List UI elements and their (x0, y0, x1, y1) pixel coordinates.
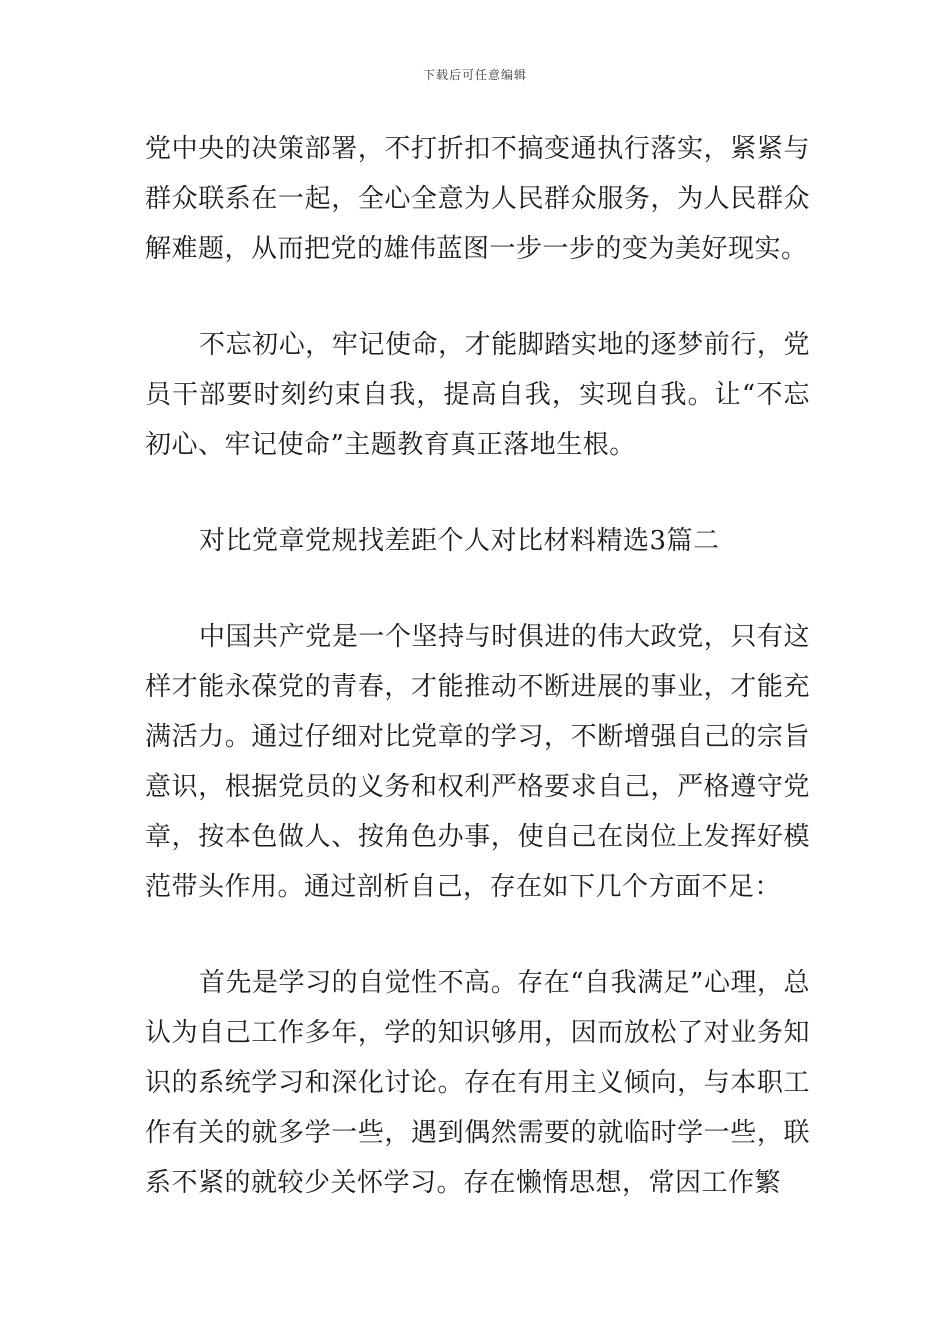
section-heading: 对比党章党规找差距个人对比材料精选3篇二 (199, 526, 720, 556)
paragraph-continuation: 党中央的决策部署，不打折扣不搞变通执行落实，紧紧与群众联系在一起，全心全意为人民群众服务，为人民群众解难题，从而把党的雄伟蓝图一步一步的变为美好现实。 (145, 134, 810, 264)
paragraph-mission: 不忘初心，牢记使命，才能脚踏实地的逐梦前行，党员干部要时刻约束自我，提高自我，实现自我。让“不忘初心、牢记使命”主题教育真正落地生根。 (145, 330, 810, 460)
header-note: 下载后可任意编辑 (422, 68, 527, 82)
document-body (145, 124, 810, 1208)
paragraph-party-intro: 中国共产党是一个坚持与时俱进的伟大政党，只有这样才能永葆党的青春，才能推动不断进展的事业，才能充满活力。通过仔细对比党章的学习，不断增强自己的宗旨意识，根据党员的义务和权利严格要求自己，严格遵守党章，按本色做人、按角色办事，使自己在岗位上发挥好模范带头作用。通过剖析自己，存在如下几个方面不足： (145, 622, 810, 902)
paragraph-study-shortcomings: 首先是学习的自觉性不高。存在“自我满足”心理，总认为自己工作多年，学的知识够用，因而放松了对业务知识的系统学习和深化讨论。存在有用主义倾向，与本职工作有关的就多学一些，遇到偶然需要的就临时学一些，联系不紧的就较少关怀学习。存在懒惰思想，常因工作繁 (145, 968, 810, 1198)
